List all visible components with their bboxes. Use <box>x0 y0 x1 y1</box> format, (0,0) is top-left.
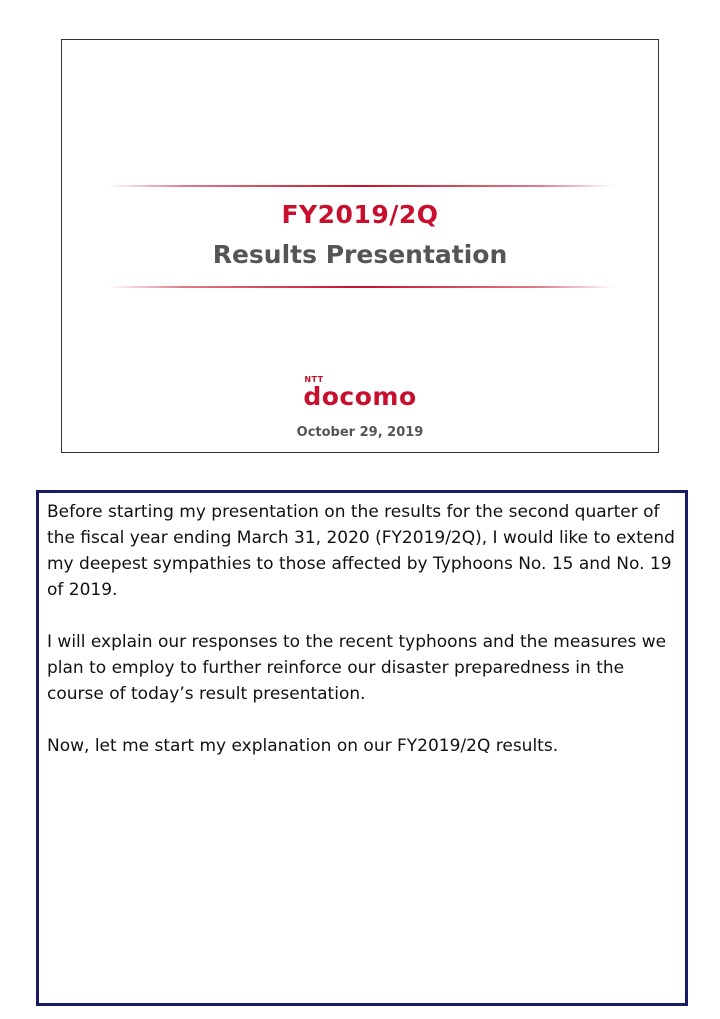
bottom-divider <box>107 286 615 288</box>
slide-title-main: Results Presentation <box>212 240 508 269</box>
logo-ntt-mark: NTT <box>304 375 324 384</box>
notes-paragraph: I will explain our responses to the recent typhoons and the measures we plan to employ to further reinforce our disaster preparedness in the course of today’s result presentation. <box>47 632 667 704</box>
notes-paragraph: Now, let me start my explanation on our FY2019/2Q results. <box>47 736 559 756</box>
slide-thumbnail <box>61 39 659 453</box>
slide-title-period: FY2019/2Q <box>281 200 439 229</box>
slide-date: October 29, 2019 <box>296 425 424 440</box>
logo-wordmark: docomo <box>303 382 417 411</box>
notes-paragraph: Before starting my presentation on the results for the second quarter of the fiscal year ending March 31, 2020 (FY2019/2Q), I would like to extend my deepest sympathies to those affected by Typhoons No. 15 and No. 19 of 2019. <box>47 502 675 600</box>
docomo-logo <box>62 375 658 409</box>
top-divider <box>107 185 615 187</box>
speaker-notes <box>36 490 688 1006</box>
